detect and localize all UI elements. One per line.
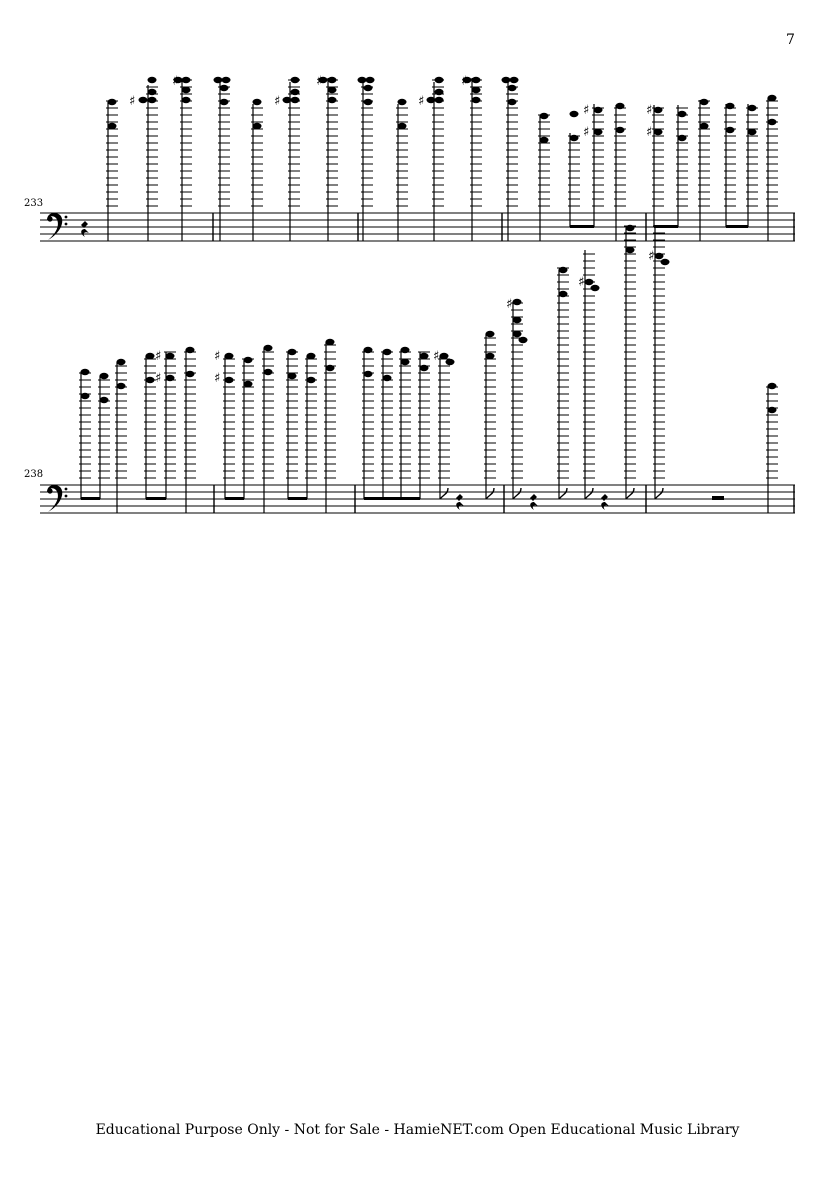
svg-text:♯: ♯: [155, 349, 162, 364]
svg-text:♯: ♯: [214, 349, 221, 364]
footer-copyright: Educational Purpose Only - Not for Sale - HamieNET.com Open Educational Music Library: [95, 1122, 740, 1138]
svg-text:♯: ♯: [646, 125, 653, 140]
svg-text:♯: ♯: [274, 94, 281, 109]
svg-text:♯: ♯: [506, 297, 513, 312]
bass-clef-icon: [47, 213, 67, 240]
svg-text:♯: ♯: [433, 349, 440, 364]
svg-text:♯: ♯: [578, 275, 585, 290]
staff-system-1: [40, 74, 795, 241]
measure-number-system-1: 233: [24, 198, 44, 209]
svg-text:♯: ♯: [155, 371, 162, 386]
staff-system-2: [40, 225, 795, 513]
svg-text:♯: ♯: [316, 74, 323, 89]
svg-text:♯: ♯: [583, 103, 590, 118]
svg-text:♯: ♯: [583, 125, 590, 140]
page-number: 7: [786, 32, 795, 48]
bass-clef-icon: [47, 485, 67, 512]
svg-text:♯: ♯: [461, 74, 468, 89]
svg-text:♯: ♯: [214, 371, 221, 386]
svg-text:♯: ♯: [129, 94, 136, 109]
svg-text:♯: ♯: [648, 249, 655, 264]
measure-number-system-2: 238: [24, 469, 44, 480]
svg-text:♯: ♯: [418, 94, 425, 109]
svg-text:♯: ♯: [172, 74, 179, 89]
svg-text:♯: ♯: [646, 103, 653, 118]
